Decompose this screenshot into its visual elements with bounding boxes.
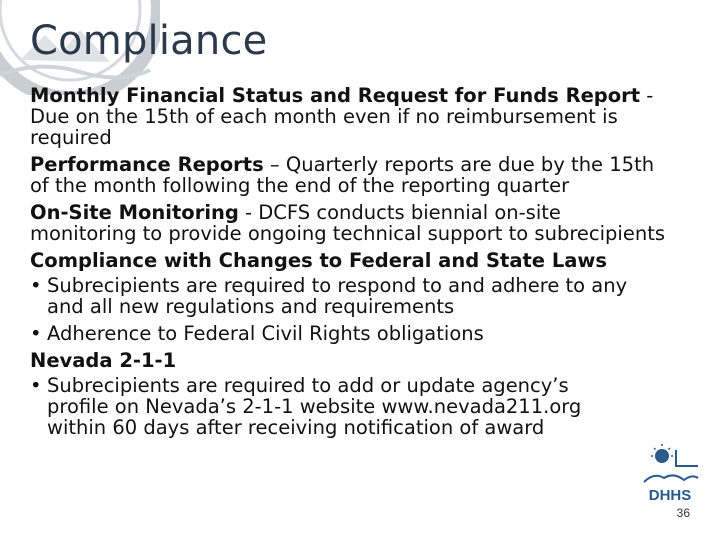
slide-body [30,85,670,444]
laws-bullet-list [30,275,670,344]
list-item: • Adherence to Federal Civil Rights obligations [30,323,670,344]
list-item: • Subrecipients are required to add or update agency’s profile on Nevada’s 2-1-1 website www.nevada211.org within 60 days after receiving notification of award [30,375,630,438]
monthly-report-text: - Due on the 15th of each month even if no reimbursement is required [30,84,654,149]
nevada211-bullet-list [30,375,630,438]
onsite-monitoring-text: - DCFS conducts biennial on-site monitoring to provide ongoing technical support to subrecipients [30,201,666,245]
dhhs-logo-text: DHHS [648,487,692,504]
page-title: Compliance [30,18,268,64]
onsite-monitoring-heading: On-Site Monitoring [30,201,239,224]
performance-report-heading: Performance Reports [30,153,264,176]
monthly-report-heading: Monthly Financial Status and Request for Funds Report [30,84,641,107]
laws-heading-item [30,250,670,271]
page-number: 36 [676,506,690,520]
laws-heading: Compliance with Changes to Federal and State Laws [30,249,608,272]
nevada211-heading: Nevada 2-1-1 [30,349,177,372]
list-item: • Subrecipients are required to respond to and adhere to any and all new regulations and requirements [30,275,670,317]
performance-report-text: – Quarterly reports are due by the 15th of the month following the end of the reporting quarter [30,153,655,197]
onsite-monitoring-item [30,202,670,244]
monthly-report-item [30,85,670,148]
nevada211-heading-item [30,350,670,371]
dhhs-logo [640,442,700,512]
performance-report-item [30,154,670,196]
